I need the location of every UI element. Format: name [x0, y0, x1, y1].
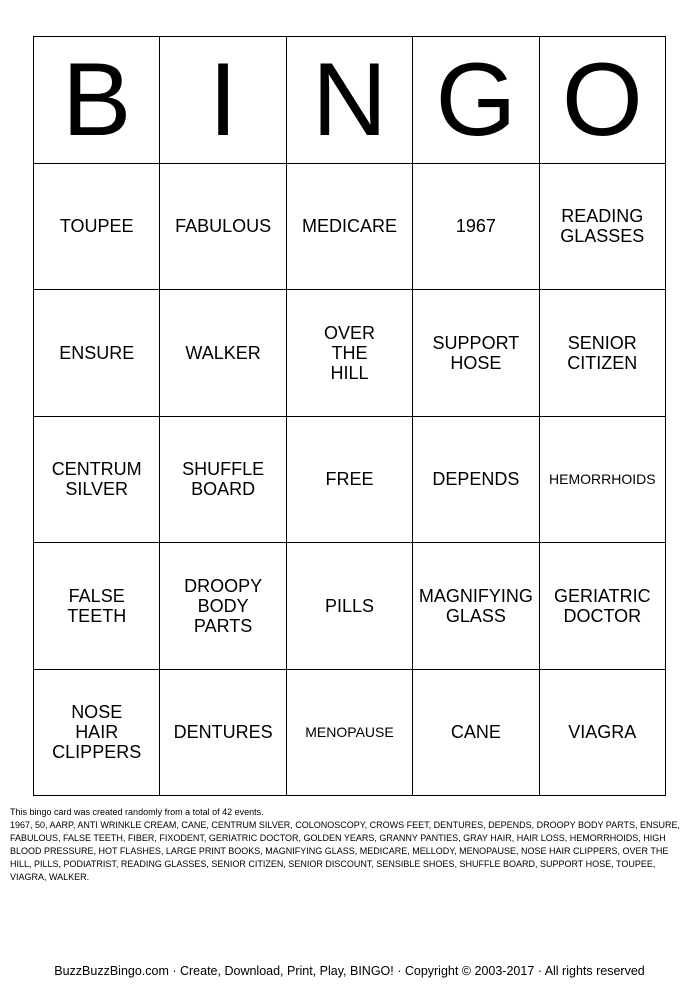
- bingo-cell: [34, 417, 160, 544]
- bingo-term: FABULOUS: [175, 216, 272, 237]
- bingo-cell: [34, 670, 160, 797]
- bingo-term: ENSURE: [59, 342, 135, 363]
- header-cell-b: [34, 37, 160, 164]
- bingo-term: MEDICARE: [301, 216, 397, 237]
- bingo-cell: [160, 164, 286, 291]
- footer-copyright: BuzzBuzzBingo.com · Create, Download, Print, Play, BINGO! · Copyright © 2003-2017 · All rights reserved: [54, 964, 645, 978]
- bingo-cell: [540, 543, 666, 670]
- bingo-term: MAGNIFYING GLASS: [418, 585, 533, 626]
- bingo-term: NOSE HAIR CLIPPERS: [52, 702, 142, 763]
- info-events-list: 1967, 50, AARP, ANTI WRINKLE CREAM, CANE, CENTRUM SILVER, COLONOSCOPY, CROWS FEET, DENTURES, DEPENDS, DROOPY BODY PARTS, ENSURE, FABULOUS, FALSE TEETH, FIBER, FIXODENT, GERIATRIC DOCTOR, GOLDEN YEARS, GRANNY PANTIES, GRAY HAIR, HAIR LOSS, HEMORRHOIDS, HIGH BLOOD PRESSURE, HOT FLASHES, LARGE PRINT BOOKS, MAGNIFYING GLASS, MEDICARE, MELLODY, MENOPAUSE, NOSE HAIR CLIPPERS, OVER THE HILL, PILLS, PODIATRIST, READING GLASSES, SENIOR CITIZEN, SENIOR DISCOUNT, SENSIBLE SHOES, SHUFFLE BOARD, SUPPORT HOSE, TOUPEE, VIAGRA, WALKER.: [10, 820, 680, 882]
- free-space-label: FREE: [325, 469, 374, 490]
- bingo-cell: [34, 164, 160, 291]
- bingo-cell: [413, 670, 539, 797]
- bingo-term: VIAGRA: [568, 722, 637, 743]
- bingo-term: 1967: [455, 216, 496, 237]
- bingo-term: SUPPORT HOSE: [432, 332, 520, 373]
- header-letter: G: [435, 41, 517, 158]
- bingo-cell: [287, 290, 413, 417]
- bingo-term: MENOPAUSE: [305, 723, 394, 740]
- bingo-cell: [287, 164, 413, 291]
- header-letter: O: [561, 41, 643, 158]
- bingo-term: DROOPY BODY PARTS: [184, 575, 263, 636]
- bingo-cell: [287, 543, 413, 670]
- bingo-cell: [540, 670, 666, 797]
- bingo-cell: [413, 290, 539, 417]
- header-cell-n: [287, 37, 413, 164]
- header-letter: B: [62, 41, 132, 158]
- bingo-term: CANE: [450, 722, 501, 743]
- bingo-cell: [413, 164, 539, 291]
- bingo-cell: [34, 543, 160, 670]
- header-cell-o: [540, 37, 666, 164]
- bingo-cell: [287, 670, 413, 797]
- bingo-cell: [413, 543, 539, 670]
- bingo-term: CENTRUM SILVER: [51, 459, 142, 500]
- bingo-cell: [34, 290, 160, 417]
- header-cell-i: [160, 37, 286, 164]
- header-letter: N: [311, 41, 388, 158]
- info-intro: This bingo card was created randomly from a total of 42 events.: [10, 807, 264, 817]
- bingo-term: TOUPEE: [59, 216, 134, 237]
- bingo-term: HEMORRHOIDS: [549, 470, 656, 487]
- bingo-cell: [160, 290, 286, 417]
- bingo-term: SHUFFLE BOARD: [182, 459, 265, 500]
- bingo-term: DENTURES: [173, 722, 273, 743]
- bingo-term: PILLS: [324, 595, 375, 616]
- bingo-term: FALSE TEETH: [67, 585, 127, 626]
- card-info: [10, 806, 689, 884]
- bingo-term: READING GLASSES: [560, 206, 645, 247]
- bingo-cell: [160, 670, 286, 797]
- bingo-cell: [160, 543, 286, 670]
- bingo-term: DEPENDS: [432, 469, 520, 490]
- bingo-cell: [540, 290, 666, 417]
- bingo-cell: [540, 417, 666, 544]
- header-letter: I: [208, 41, 238, 158]
- header-cell-g: [413, 37, 539, 164]
- bingo-cell: [540, 164, 666, 291]
- bingo-cell: [160, 417, 286, 544]
- bingo-cell: [413, 417, 539, 544]
- bingo-term: OVER THE HILL: [323, 322, 375, 383]
- free-space-cell: [287, 417, 413, 544]
- bingo-term: WALKER: [185, 342, 261, 363]
- bingo-card: [33, 36, 666, 796]
- bingo-term: SENIOR CITIZEN: [567, 332, 638, 373]
- bingo-term: GERIATRIC DOCTOR: [553, 585, 651, 626]
